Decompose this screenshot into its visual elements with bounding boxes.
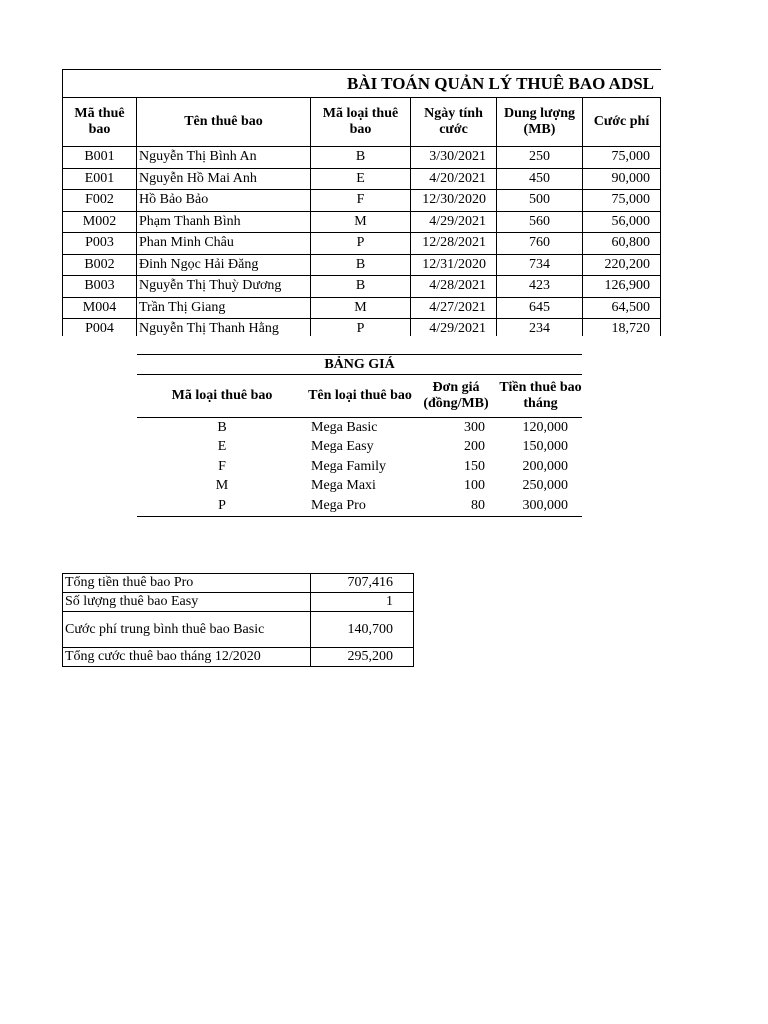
cell-cuoc-phi[interactable]: 60,800 — [583, 233, 661, 255]
table-row — [63, 211, 661, 233]
cell-ma-loai[interactable]: M — [311, 211, 411, 233]
cell-ten-thue-bao[interactable]: Đinh Ngọc Hải Đăng — [137, 254, 311, 276]
summary-value[interactable]: 140,700 — [311, 612, 414, 648]
cell-cuoc-phi[interactable]: 75,000 — [583, 147, 661, 169]
cell-ten-thue-bao[interactable]: Nguyễn Thị Bình An — [137, 147, 311, 169]
price-header-ma-loai[interactable]: Mã loại thuê bao — [137, 375, 307, 418]
cell-ten-thue-bao[interactable]: Phạm Thanh Bình — [137, 211, 311, 233]
summary-row — [63, 648, 414, 667]
header-dung-luong[interactable]: Dung lượng (MB) — [497, 98, 583, 147]
summary-row — [63, 574, 414, 593]
cell-dung-luong[interactable]: 760 — [497, 233, 583, 255]
price-cell-ten-loai[interactable]: Mega Easy — [311, 439, 374, 455]
price-cell-ten-loai[interactable]: Mega Pro — [307, 496, 413, 516]
cell-ma-loai[interactable]: E — [311, 168, 411, 190]
header-cuoc-phi[interactable]: Cước phí — [583, 98, 661, 147]
price-cell-ten-loai[interactable]: Mega Basic — [311, 419, 378, 435]
cell-dung-luong[interactable]: 645 — [497, 297, 583, 319]
cell-ma-thue-bao[interactable]: B001 — [63, 147, 137, 169]
summary-label[interactable]: Số lượng thuê bao Easy — [63, 593, 311, 612]
cell-cuoc-phi[interactable]: 220,200 — [583, 254, 661, 276]
cell-ma-thue-bao[interactable]: M004 — [63, 297, 137, 319]
header-ngay-tinh-cuoc[interactable]: Ngày tính cước — [411, 98, 497, 147]
summary-table — [62, 573, 414, 667]
summary-label[interactable]: Tổng tiền thuê bao Pro — [63, 574, 311, 593]
table-row — [63, 297, 661, 319]
price-cell-tien-thue[interactable]: 200,000 — [522, 458, 569, 474]
cell-ten-thue-bao[interactable]: Hồ Bảo Bảo — [137, 190, 311, 212]
cell-cuoc-phi[interactable]: 64,500 — [583, 297, 661, 319]
cell-ma-loai[interactable]: P — [311, 319, 411, 337]
cell-ma-thue-bao[interactable]: B002 — [63, 254, 137, 276]
cell-ten-thue-bao[interactable]: Nguyễn Thị Thanh Hằng — [137, 319, 311, 337]
price-cell-don-gia[interactable]: 300 — [464, 419, 485, 435]
price-header-tien-thue[interactable]: Tiền thuê bao tháng — [499, 375, 582, 418]
cell-ngay-tinh-cuoc[interactable]: 12/28/2021 — [411, 233, 497, 255]
subscriber-table — [62, 69, 661, 336]
sheet-title[interactable]: BÀI TOÁN QUẢN LÝ THUÊ BAO ADSL — [63, 70, 661, 98]
table-row — [63, 168, 661, 190]
cell-ngay-tinh-cuoc[interactable]: 4/27/2021 — [411, 297, 497, 319]
price-cell-tien-thue[interactable]: 120,000 — [522, 419, 569, 435]
table-row — [63, 276, 661, 298]
cell-ten-thue-bao[interactable]: Phan Minh Châu — [137, 233, 311, 255]
price-cell-tien-thue[interactable]: 250,000 — [522, 478, 569, 494]
cell-ma-loai[interactable]: B — [311, 147, 411, 169]
cell-dung-luong[interactable]: 450 — [497, 168, 583, 190]
cell-dung-luong[interactable]: 250 — [497, 147, 583, 169]
cell-ma-thue-bao[interactable]: E001 — [63, 168, 137, 190]
price-cell-ma-loai[interactable]: F — [218, 458, 226, 474]
cell-ma-loai[interactable]: B — [311, 276, 411, 298]
price-row — [137, 457, 582, 477]
cell-dung-luong[interactable]: 560 — [497, 211, 583, 233]
cell-ma-loai[interactable]: P — [311, 233, 411, 255]
price-cell-don-gia[interactable]: 100 — [464, 478, 485, 494]
cell-ma-thue-bao[interactable]: M002 — [63, 211, 137, 233]
cell-cuoc-phi[interactable]: 18,720 — [583, 319, 661, 337]
summary-label[interactable]: Cước phí trung bình thuê bao Basic — [63, 612, 311, 648]
price-row — [137, 438, 582, 458]
price-row — [137, 496, 582, 516]
price-cell-don-gia[interactable]: 200 — [464, 439, 485, 455]
cell-cuoc-phi[interactable]: 90,000 — [583, 168, 661, 190]
summary-row — [63, 612, 414, 648]
header-ten-thue-bao[interactable]: Tên thuê bao — [137, 98, 311, 147]
cell-ngay-tinh-cuoc[interactable]: 3/30/2021 — [411, 147, 497, 169]
cell-ngay-tinh-cuoc[interactable]: 4/20/2021 — [411, 168, 497, 190]
price-header-row — [137, 375, 582, 418]
cell-ma-thue-bao[interactable]: P004 — [63, 319, 137, 337]
price-table-title[interactable]: BẢNG GIÁ — [137, 355, 582, 375]
table-row — [63, 190, 661, 212]
cell-ten-thue-bao[interactable]: Trần Thị Giang — [137, 297, 311, 319]
summary-value[interactable]: 295,200 — [311, 648, 414, 667]
cell-ngay-tinh-cuoc[interactable]: 12/30/2020 — [411, 190, 497, 212]
cell-cuoc-phi[interactable]: 56,000 — [583, 211, 661, 233]
price-table — [137, 354, 582, 517]
cell-ngay-tinh-cuoc[interactable]: 4/28/2021 — [411, 276, 497, 298]
summary-row — [63, 593, 414, 612]
price-cell-tien-thue[interactable]: 150,000 — [522, 439, 569, 455]
price-cell-ten-loai[interactable]: Mega Family — [311, 458, 387, 474]
cell-ten-thue-bao[interactable]: Nguyễn Hồ Mai Anh — [137, 168, 311, 190]
price-cell-ma-loai[interactable]: B — [217, 419, 227, 435]
cell-ma-thue-bao[interactable]: B003 — [63, 276, 137, 298]
table-row — [63, 147, 661, 169]
summary-label[interactable]: Tổng cước thuê bao tháng 12/2020 — [63, 648, 311, 667]
cell-cuoc-phi[interactable]: 126,900 — [583, 276, 661, 298]
cell-dung-luong[interactable]: 423 — [497, 276, 583, 298]
cell-ma-loai[interactable]: F — [311, 190, 411, 212]
price-cell-ma-loai[interactable]: M — [215, 478, 229, 494]
cell-cuoc-phi[interactable]: 75,000 — [583, 190, 661, 212]
price-cell-ten-loai[interactable]: Mega Maxi — [311, 478, 376, 494]
price-row — [137, 477, 582, 497]
cell-dung-luong[interactable]: 234 — [497, 319, 583, 337]
cell-ma-loai[interactable]: B — [311, 254, 411, 276]
cell-ma-thue-bao[interactable]: P003 — [63, 233, 137, 255]
price-cell-ma-loai[interactable]: E — [217, 439, 227, 455]
header-ma-thue-bao[interactable]: Mã thuê bao — [63, 98, 137, 147]
cell-ten-thue-bao[interactable]: Nguyễn Thị Thuỳ Dương — [137, 276, 311, 298]
cell-ma-loai[interactable]: M — [311, 297, 411, 319]
price-cell-don-gia[interactable]: 150 — [464, 458, 485, 474]
cell-ma-thue-bao[interactable]: F002 — [63, 190, 137, 212]
table-row — [63, 233, 661, 255]
table-row — [63, 254, 661, 276]
main-table-region — [62, 69, 768, 336]
cell-ngay-tinh-cuoc[interactable]: 12/31/2020 — [411, 254, 497, 276]
price-header-don-gia[interactable]: Đơn giá (đồng/MB) — [413, 375, 499, 418]
cell-ngay-tinh-cuoc[interactable]: 4/29/2021 — [411, 319, 497, 337]
cell-dung-luong[interactable]: 734 — [497, 254, 583, 276]
price-cell-don-gia[interactable]: 80 — [413, 496, 499, 516]
cell-dung-luong[interactable]: 500 — [497, 190, 583, 212]
summary-value[interactable]: 707,416 — [311, 574, 414, 593]
price-cell-ma-loai[interactable]: P — [137, 496, 307, 516]
header-ma-loai[interactable]: Mã loại thuê bao — [311, 98, 411, 147]
price-header-ten-loai[interactable]: Tên loại thuê bao — [307, 375, 413, 418]
header-row — [63, 98, 661, 147]
table-row — [63, 319, 661, 337]
price-cell-tien-thue[interactable]: 300,000 — [499, 496, 582, 516]
cell-ngay-tinh-cuoc[interactable]: 4/29/2021 — [411, 211, 497, 233]
price-row — [137, 418, 582, 438]
summary-value[interactable]: 1 — [311, 593, 414, 612]
